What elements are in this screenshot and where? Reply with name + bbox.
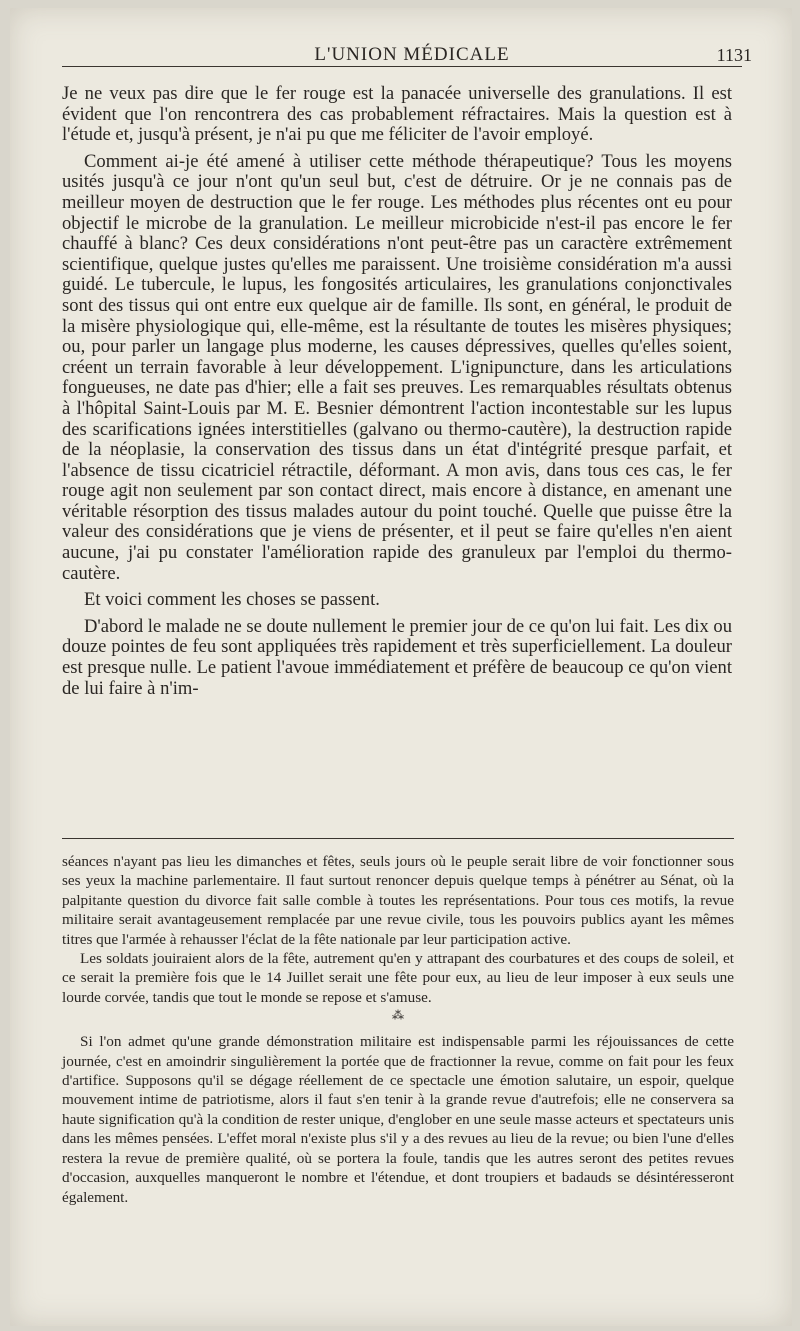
feuilleton-paragraph: séances n'ayant pas lieu les dimanches et fêtes, seuls jours où le peuple serait libre de voir fonctionner sous ses yeux la machine parlementaire. Il faut surtout renoncer depuis quelque temps à pénétrer au Sénat, où la palpitante question du divorce fait salle comble à toutes les représentations. Pour tous ces motifs, la revue militaire serait avantageusement remplacée par une revue civile, tous les pouvoirs publics ayant les mêmes titres que l'armée à rehausser l'éclat de la fête nationale par leur participation active. — [62, 853, 734, 948]
feuilleton-paragraph: Si l'on admet qu'une grande démonstration militaire est indispensable parmi les réjouissances de cette journée, c'est en amoindrir singulièrement la portée que de fractionner la revue, comme on fait pour les feux d'artifice. Supposons qu'il se dégage réellement de ce spectacle une émotion salutaire, un espoir, quelque mouvement intime de patriotisme, alors il faut s'en tenir à la grande revue d'autrefois; elle ne conservera sa haute signification qu'à la condition de rester unique, d'englober en une seule masse acteurs et spectateurs unis dans les mêmes pensées. L'effet moral n'existe plus s'il y a des revues au lieu de la revue; ou bien l'une d'elles restera la revue de première qualité, où se portera la foule, tandis que les autres seront des petites revues d'occasion, auxquelles manqueront le nombre et l'étendue, et dont troupiers et badauds se désintéresseront également. — [62, 1033, 734, 1206]
body-paragraph: Comment ai-je été amené à utiliser cette méthode thérapeutique? Tous les moyens usités jusqu'à ce jour n'ont qu'un seul but, c'est de détruire. Or je ne connais pas de meilleur moyen de destruction que le fer rouge. Les méthodes plus récentes ont eu pour objectif le microbe de la granulation. Le meilleur microbicide n'est-il pas encore le fer chauffé à blanc? Ces deux considérations n'ont peut-être pas un caractère extrêmement scientifique, quelque justes qu'elles me paraissent. Une troisième considération m'a aussi guidé. Le tubercule, le lupus, les fongosités articulaires, les granulations conjonctivales sont des tissus qui ont entre eux quelque air de famille. Ils sont, en général, le produit de la misère physiologique qui, elle-même, est la résultante de toutes les misères physiques; ou, pour parler un langage plus moderne, les causes dépressives, quelles qu'elles soient, créent un terrain favorable à leur développement. L'ignipuncture, dans les articulations fongueuses, ne date pas d'hier; elle a fait ses preuves. Les remarquables résultats obtenus à l'hôpital Saint-Louis par M. E. Besnier démontrent l'action incontestable sur les lupus des scarifications ignées interstitielles (galvano ou thermo-cautère), la destruction rapide de la néoplasie, la conservation des tissus dans un état d'intégrité presque parfait, et l'absence de tissu cicatriciel rétractile, déformant. A mon avis, dans tous ces cas, le fer rouge agit non seulement par son contact direct, mais encore à distance, en amenant une véritable résorption des tissus malades autour du point touché. Quelle que puisse être la valeur des considérations que je viens de présenter, et il peut se faire qu'elles n'en aient aucune, j'ai pu constater l'amélioration rapide des granuleux par l'emploi du thermo-cautère. — [62, 150, 732, 584]
article-body — [62, 84, 732, 705]
feuilleton-text — [62, 852, 734, 1207]
feuilleton-rule — [62, 838, 734, 839]
asterism-separator: ⁂ — [392, 1008, 404, 1023]
body-paragraph: D'abord le malade ne se doute nullement le premier jour de ce qu'on lui fait. Les dix ou douze pointes de feu sont appliquées très rapidement et très superficiellement. La douleur est presque nulle. Le patient l'avoue immédiatement et préfère de beaucoup ce qu'on vient de lui faire à n'im- — [62, 615, 732, 699]
journal-title: L'UNION MÉDICALE — [314, 44, 510, 65]
page-number: 1131 — [716, 45, 752, 65]
body-paragraph: Je ne veux pas dire que le fer rouge est la panacée universelle des granulations. Il est évident que l'on rencontrera des cas probablement réfractaires. Mais la question est à l'étude et, jusqu'à présent, je n'ai pu que me féliciter de l'avoir employé. — [62, 83, 732, 146]
body-paragraph: Et voici comment les choses se passent. — [84, 589, 380, 611]
feuilleton-paragraph: Les soldats jouiraient alors de la fête, autrement qu'en y attrapant des courbatures et des coups de soleil, et ce serait la première fois que le 14 Juillet serait une fête pour eux, au lieu de leur imposer à eux seuls une lourde corvée, tandis que tout le monde se repose et s'amuse. — [62, 950, 734, 1006]
header-rule — [62, 66, 742, 67]
